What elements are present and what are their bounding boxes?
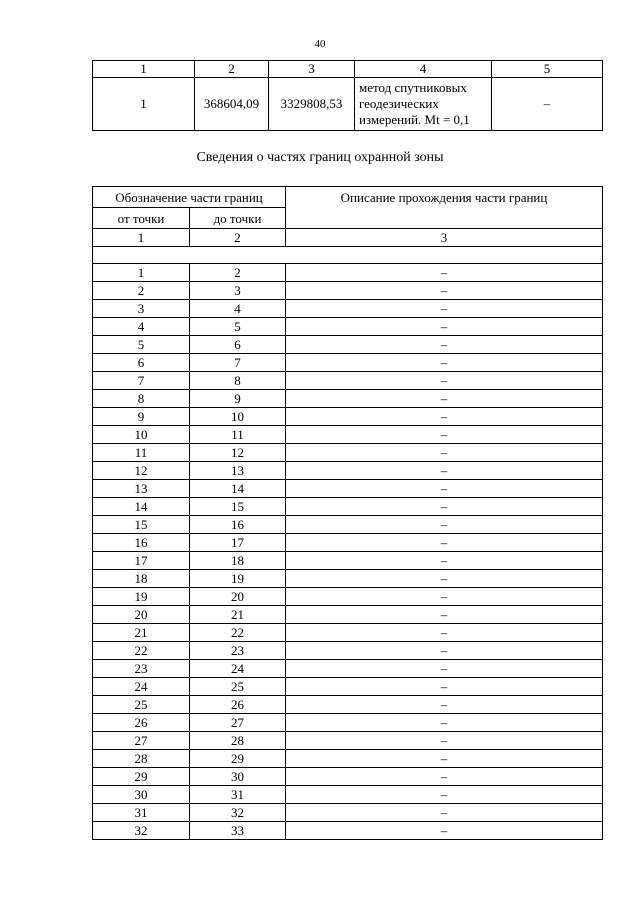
table-row [93,516,603,534]
to-point-cell: 3 [190,282,286,300]
column-numbers-row [93,229,603,247]
to-point-cell: 13 [190,462,286,480]
description-cell: – [286,534,603,552]
to-point-cell: 29 [190,750,286,768]
to-point-cell: 15 [190,498,286,516]
description-cell: – [286,336,603,354]
table-row [93,534,603,552]
from-point-cell: 4 [93,318,190,336]
table-row [93,804,603,822]
table-row [93,768,603,786]
coordinate-y: 3329808,53 [269,78,355,131]
table-row [93,336,603,354]
to-point-cell: 32 [190,804,286,822]
from-point-cell: 13 [93,480,190,498]
description-cell: – [286,444,603,462]
description-cell: – [286,732,603,750]
description-cell: – [286,282,603,300]
description-cell: – [286,588,603,606]
from-point-cell: 14 [93,498,190,516]
table-row [93,732,603,750]
from-point-cell: 18 [93,570,190,588]
coordinates-row [93,78,603,131]
from-point-cell: 9 [93,408,190,426]
description-cell: – [286,624,603,642]
method-line: метод спутниковых [359,80,467,95]
to-point-cell: 5 [190,318,286,336]
description-cell: – [286,354,603,372]
to-point-cell: 9 [190,390,286,408]
to-point-cell: 30 [190,768,286,786]
coordinates-header-row [93,61,603,78]
to-point-cell: 8 [190,372,286,390]
page-number: 40 [314,38,326,50]
table-row [93,660,603,678]
to-point-cell: 10 [190,408,286,426]
from-point-cell: 11 [93,444,190,462]
description-cell: – [286,318,603,336]
from-point-cell: 19 [93,588,190,606]
to-point-cell: 33 [190,822,286,840]
from-point-cell: 23 [93,660,190,678]
to-point-header: до точки [190,208,286,229]
table-row [93,642,603,660]
from-point-cell: 21 [93,624,190,642]
description-cell: – [286,822,603,840]
description-cell: – [286,426,603,444]
section-title: Сведения о частях границ охранной зоны [196,150,444,165]
description-cell: – [286,264,603,282]
from-point-header: от точки [93,208,190,229]
table-row [93,408,603,426]
table-row [93,318,603,336]
from-point-cell: 12 [93,462,190,480]
to-point-cell: 18 [190,552,286,570]
description-cell: – [286,300,603,318]
description-cell: – [286,696,603,714]
description-cell: – [286,390,603,408]
coordinate-x: 368604,09 [195,78,269,131]
to-point-cell: 24 [190,660,286,678]
from-point-cell: 29 [93,768,190,786]
table-row [93,750,603,768]
from-point-cell: 32 [93,822,190,840]
boundary-part-designation-header: Обозначение части границ [93,187,286,208]
description-cell: – [286,552,603,570]
description-cell: – [286,606,603,624]
to-point-cell: 4 [190,300,286,318]
to-point-cell: 2 [190,264,286,282]
table-row [93,606,603,624]
table-row [93,552,603,570]
to-point-cell: 28 [190,732,286,750]
point-number: 1 [93,78,195,131]
to-point-cell: 16 [190,516,286,534]
to-point-cell: 26 [190,696,286,714]
to-point-cell: 20 [190,588,286,606]
table-row [93,624,603,642]
column-number-5: 5 [492,61,603,78]
table-row [93,462,603,480]
column-number-2: 2 [195,61,269,78]
from-point-cell: 24 [93,678,190,696]
description-cell: – [286,678,603,696]
to-point-cell: 17 [190,534,286,552]
description-cell: – [286,480,603,498]
table-row [93,426,603,444]
method-line: геодезических [359,96,439,111]
from-point-cell: 16 [93,534,190,552]
table-row [93,588,603,606]
from-point-cell: 30 [93,786,190,804]
description-cell: – [286,408,603,426]
table-row [93,264,603,282]
table-row [93,678,603,696]
from-point-cell: 1 [93,264,190,282]
boundary-parts-table [92,186,603,840]
description-cell: – [286,768,603,786]
from-point-cell: 10 [93,426,190,444]
from-point-cell: 25 [93,696,190,714]
column-number-1: 1 [93,61,195,78]
to-point-cell: 27 [190,714,286,732]
from-point-cell: 8 [93,390,190,408]
from-point-cell: 2 [93,282,190,300]
to-point-cell: 7 [190,354,286,372]
from-point-cell: 3 [93,300,190,318]
to-point-cell: 22 [190,624,286,642]
to-point-cell: 14 [190,480,286,498]
description-cell: – [286,498,603,516]
table-row [93,714,603,732]
description-cell: – [286,786,603,804]
description-cell: – [286,804,603,822]
description-cell: – [286,570,603,588]
method-line: измерений. Mt = 0,1 [359,112,470,127]
table-row [93,696,603,714]
table-row [93,390,603,408]
table-row [93,822,603,840]
column-number-3: 3 [269,61,355,78]
column-number-2: 2 [190,229,286,247]
boundary-description-header: Описание прохождения части границ [286,187,603,229]
to-point-cell: 23 [190,642,286,660]
determination-method [355,78,492,131]
description-cell: – [286,516,603,534]
to-point-cell: 11 [190,426,286,444]
from-point-cell: 28 [93,750,190,768]
parts-header-row [93,187,603,208]
description-cell: – [286,372,603,390]
table-row [93,444,603,462]
from-point-cell: 7 [93,372,190,390]
to-point-cell: 31 [190,786,286,804]
to-point-cell: 21 [190,606,286,624]
table-row [93,282,603,300]
description-cell: – [286,714,603,732]
table-row [93,498,603,516]
table-row [93,354,603,372]
from-point-cell: 15 [93,516,190,534]
to-point-cell: 12 [190,444,286,462]
column-5-value: – [492,78,603,131]
from-point-cell: 26 [93,714,190,732]
to-point-cell: 25 [190,678,286,696]
table-row [93,300,603,318]
from-point-cell: 17 [93,552,190,570]
table-row [93,570,603,588]
coordinates-table [92,60,603,131]
column-number-3: 3 [286,229,603,247]
empty-section-row [93,247,603,264]
description-cell: – [286,642,603,660]
from-point-cell: 5 [93,336,190,354]
table-row [93,372,603,390]
from-point-cell: 31 [93,804,190,822]
to-point-cell: 6 [190,336,286,354]
column-number-1: 1 [93,229,190,247]
column-number-4: 4 [355,61,492,78]
description-cell: – [286,750,603,768]
description-cell: – [286,462,603,480]
table-row [93,480,603,498]
from-point-cell: 22 [93,642,190,660]
from-point-cell: 20 [93,606,190,624]
table-row [93,786,603,804]
from-point-cell: 6 [93,354,190,372]
empty-cell [93,247,603,264]
from-point-cell: 27 [93,732,190,750]
description-cell: – [286,660,603,678]
to-point-cell: 19 [190,570,286,588]
